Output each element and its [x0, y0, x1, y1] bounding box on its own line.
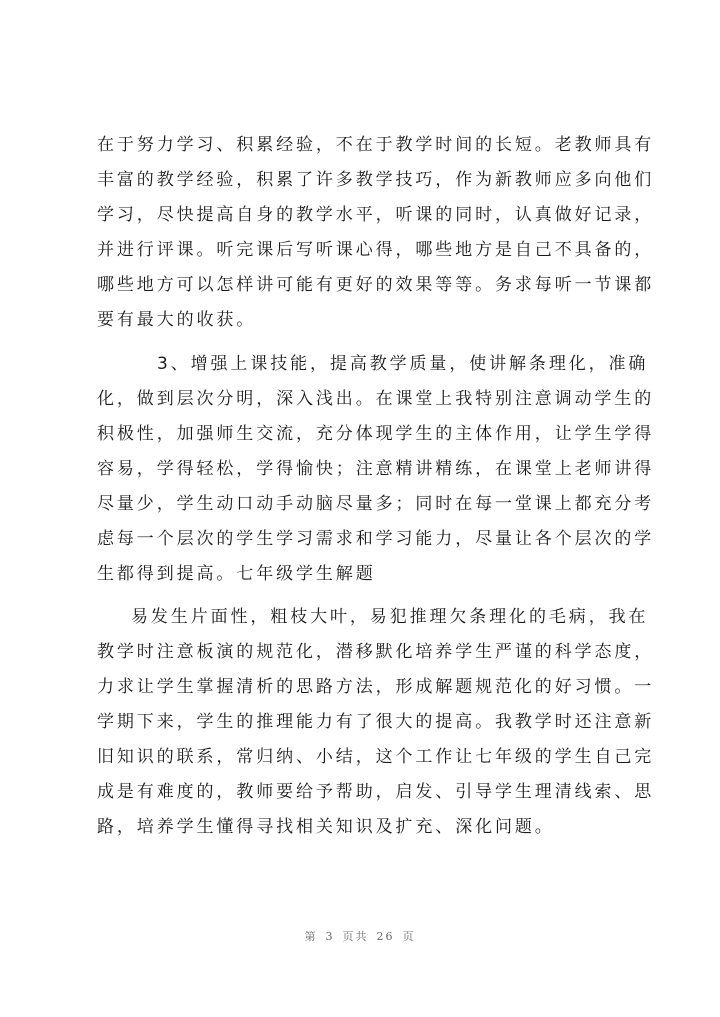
paragraph-line: 在于努力学习、积累经验，不在于教学时间的长短。老教师具有: [97, 135, 655, 155]
paragraph-line: 丰富的教学经验，积累了许多教学技巧，作为新教师应多向他们: [97, 170, 655, 190]
paragraph-line: 积极性，加强师生交流，充分体现学生的主体作用，让学生学得: [97, 424, 655, 444]
paragraph-line: 学期下来，学生的推理能力有了很大的提高。我教学时还注意新: [97, 712, 655, 732]
footer-label-ye-gong: 页共: [342, 930, 369, 943]
paragraph-line: 路，培养学生懂得寻找相关知识及扩充、深化问题。: [97, 817, 555, 837]
paragraph-line: 要有最大的收获。: [97, 310, 257, 330]
paragraph-line: 化，做到层次分明，深入浅出。在课堂上我特别注意调动学生的: [97, 389, 655, 409]
paragraph-line: 哪些地方可以怎样讲可能有更好的效果等等。务求每听一节课都: [97, 275, 655, 295]
paragraph-line: 生都得到提高。七年级学生解题: [97, 564, 376, 584]
paragraph-line: 旧知识的联系，常归纳、小结，这个工作让七年级的学生自己完: [97, 747, 655, 767]
footer-label-di: 第: [304, 930, 318, 943]
paragraph-line: 学习，尽快提高自身的教学水平，听课的同时，认真做好记录，: [97, 205, 655, 225]
paragraph-line: 教学时注意板演的规范化，潜移默化培养学生严谨的科学态度，: [97, 642, 655, 662]
paragraph-line: 力求让学生掌握清析的思路方法，形成解题规范化的好习惯。一: [97, 677, 655, 697]
paragraph-line: 成是有难度的，教师要给予帮助，启发、引导学生理清线索、思: [97, 782, 655, 802]
footer-page-total: 26: [376, 930, 395, 943]
footer-label-ye: 页: [402, 930, 416, 943]
paragraph-line: 易发生片面性，粗枝大叶，易犯推理欠条理化的毛病，我在: [131, 607, 649, 627]
page-footer: [0, 928, 720, 944]
paragraph-line: 3、增强上课技能，提高教学质量，使讲解条理化，准确: [157, 354, 649, 374]
paragraph-line: 虑每一个层次的学生学习需求和学习能力，尽量让各个层次的学: [97, 529, 655, 549]
paragraph-line: 容易，学得轻松，学得愉快；注意精讲精练，在课堂上老师讲得: [97, 459, 655, 479]
paragraph-line: 尽量少，学生动口动手动脑尽量多；同时在每一堂课上都充分考: [97, 494, 655, 514]
paragraph-line: 并进行评课。听完课后写听课心得，哪些地方是自己不具备的，: [97, 240, 655, 260]
footer-page-current: 3: [325, 930, 335, 943]
